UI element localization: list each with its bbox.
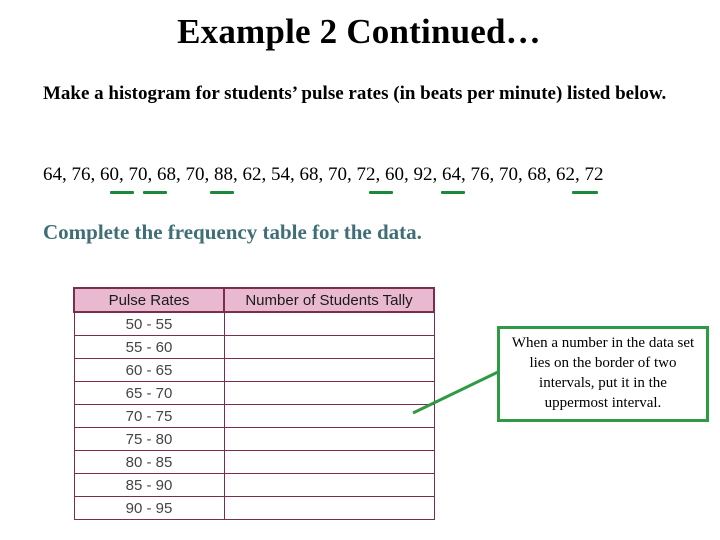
instruction-text: Complete the frequency table for the data. <box>43 220 422 244</box>
range-cell: 60 - 65 <box>74 359 224 382</box>
range-cell: 50 - 55 <box>74 312 224 336</box>
table-row <box>74 312 434 336</box>
range-cell: 85 - 90 <box>74 474 224 497</box>
boundary-underline <box>369 191 393 194</box>
header-pulse-rates: Pulse Rates <box>74 288 224 312</box>
range-cell: 65 - 70 <box>74 382 224 405</box>
boundary-underline <box>110 191 134 194</box>
tally-cell[interactable] <box>224 382 434 405</box>
boundary-underline <box>143 191 167 194</box>
tally-cell[interactable] <box>224 312 434 336</box>
table-row <box>74 359 434 382</box>
boundary-underline <box>210 191 234 194</box>
tally-cell[interactable] <box>224 405 434 428</box>
tally-cell[interactable] <box>224 359 434 382</box>
range-cell: 90 - 95 <box>74 497 224 520</box>
tally-cell[interactable] <box>224 497 434 520</box>
range-cell: 55 - 60 <box>74 336 224 359</box>
range-cell: 70 - 75 <box>74 405 224 428</box>
page-title: Example 2 Continued… <box>177 12 541 51</box>
table-row <box>74 428 434 451</box>
range-cell: 80 - 85 <box>74 451 224 474</box>
table-row <box>74 405 434 428</box>
tally-cell[interactable] <box>224 474 434 497</box>
boundary-underline <box>441 191 465 194</box>
table-row <box>74 497 434 520</box>
intro-text: Make a histogram for students’ pulse rates (in beats per minute) listed below. <box>43 83 667 104</box>
table-row <box>74 336 434 359</box>
frequency-table <box>73 287 435 520</box>
table-row <box>74 382 434 405</box>
boundary-underline <box>572 191 598 194</box>
callout-note: When a number in the data set lies on the border of two intervals, put it in the uppermost interval. <box>497 326 709 422</box>
tally-cell[interactable] <box>224 336 434 359</box>
range-cell: 75 - 80 <box>74 428 224 451</box>
tally-cell[interactable] <box>224 428 434 451</box>
pulse-data-list: 64, 76, 60, 70, 68, 70, 88, 62, 54, 68, 70, 72, 60, 92, 64, 76, 70, 68, 62, 72 <box>43 164 604 185</box>
header-tally: Number of Students Tally <box>224 288 434 312</box>
table-row <box>74 474 434 497</box>
tally-cell[interactable] <box>224 451 434 474</box>
table-row <box>74 451 434 474</box>
